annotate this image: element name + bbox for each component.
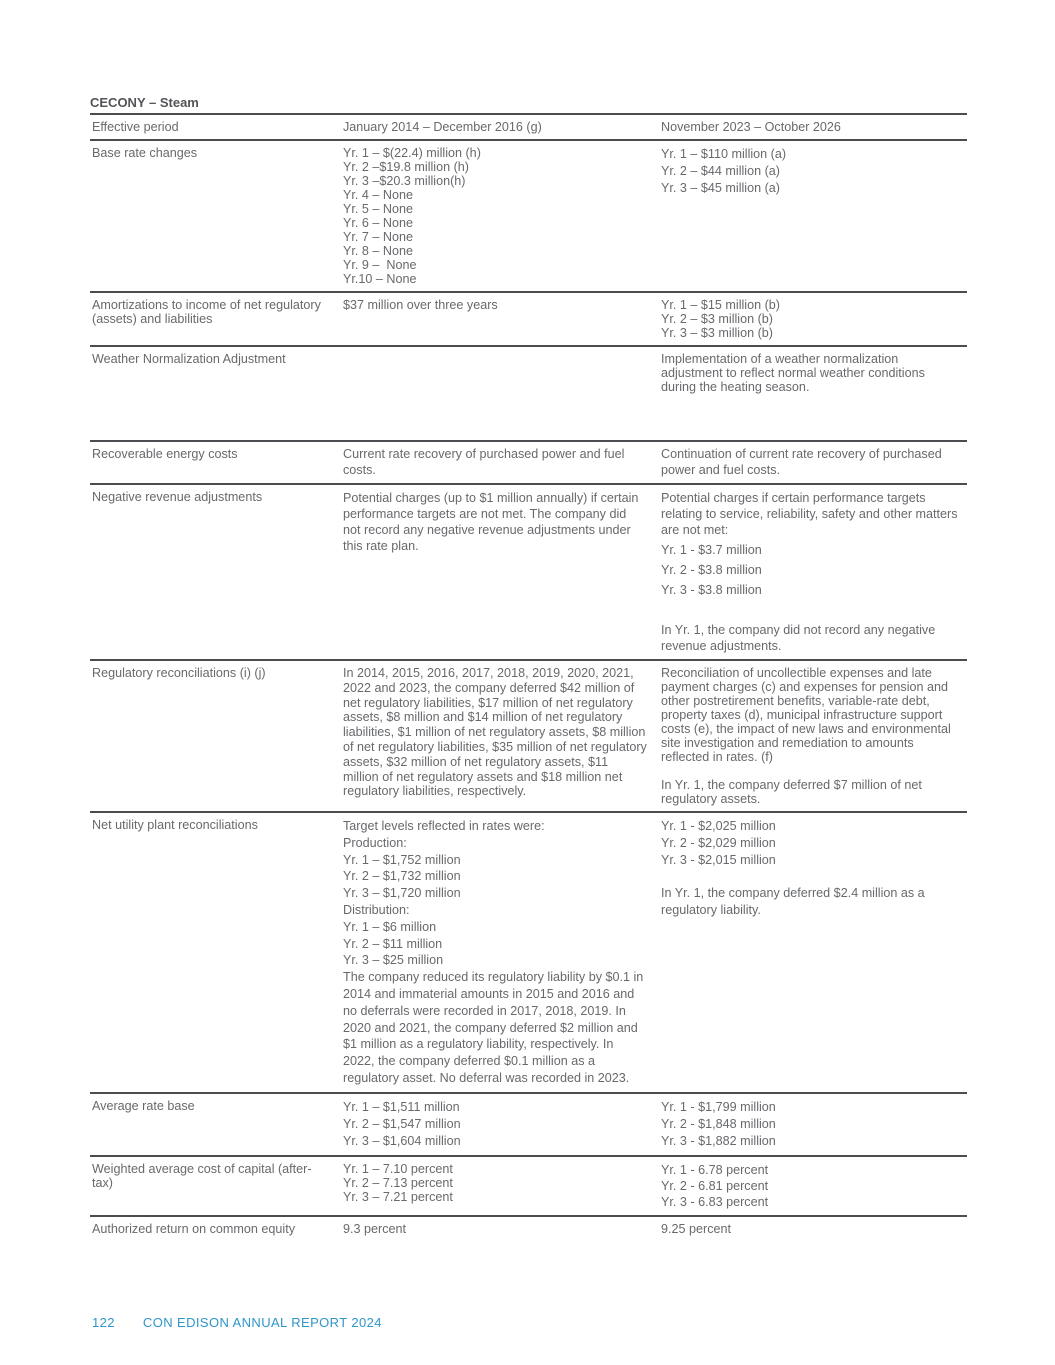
period-1-cell [343,141,661,291]
table-row-authorized-return-on-common-equity [90,1217,967,1243]
cell-line: Yr. 2 – $3 million (b) [661,312,773,326]
cell-line: Reconciliation of uncollectible expenses and late payment charges (c) and expenses for pension and other postretirement benefits, variable-rate debt, property taxes (d), municipal infrastructure support costs (e), the impact of new laws and environmental site investigation and remediation to amounts reflected in rates. (f) [661,666,955,764]
cell-line: Weighted average cost of capital (after-tax) [92,1161,312,1190]
cell-line: Yr. 1 – $1,752 million [343,852,461,867]
row-label [90,293,343,345]
row-label [90,813,343,1092]
cell-line: Average rate base [92,1098,195,1113]
period-1-cell [343,485,661,659]
cell-line: Yr. 1 – $(22.4) million (h) [343,146,481,160]
cell-line: Yr. 3 – $3 million (b) [661,326,773,340]
header-period-1-label: January 2014 – December 2016 (g) [343,120,542,134]
period-1-cell [343,293,661,345]
cell-line: The company reduced its regulatory liability by $0.1 in 2014 and immaterial amounts in 2015 and 2016 and no deferrals were recorded in 2017, 2018, 2019. In 2020 and 2021, the company deferred $2 million and $1 million as a regulatory liability, respectively. In 2022, the company deferred $0.1 million as a regulatory asset. No deferral was recorded in 2023. [343,970,647,1085]
cell-line: Yr. 1 - $2,025 million [661,819,776,833]
header-period-2023-2026 [661,115,967,139]
cell-line: Yr. 3 - $2,015 million [661,852,776,867]
cell-line: Yr. 2 - $1,848 million [661,1116,776,1131]
cell-line: Potential charges if certain performance targets relating to service, reliability, safety and other matters are not met: [661,491,962,537]
page-footer [92,1315,382,1330]
cell-line: Yr. 2 - 6.81 percent [661,1178,769,1193]
cell-line: Yr. 1 - 6.78 percent [661,1162,769,1177]
cell-line: Yr. 2 – $1,547 million [343,1116,461,1131]
period-2-cell [661,1217,967,1243]
cell-line: Target levels reflected in rates were: [343,819,545,833]
period-1-cell [343,661,661,811]
row-label [90,485,343,659]
header-period-2014-2016 [343,115,661,139]
cell-line: Production: [343,835,407,850]
cell-line: Yr. 1 – $6 million [343,919,437,934]
cell-line: In Yr. 1, the company deferred $2.4 million as a regulatory liability. [661,886,929,917]
cell-line: In 2014, 2015, 2016, 2017, 2018, 2019, 2020, 2021, 2022 and 2023, the company deferred $42 million of net regulatory liabilities, $17 million of net regulatory assets, $8 million and $14 million of net regulatory liabilities, $1 million of net regulatory assets, $8 million of net regulatory liabilities, $35 million of net regulatory assets, $32 million of net regulatory assets, $11 million of net regulatory assets and $18 million net regulatory liabilities, respectively. [343,666,651,799]
period-2-cell [661,1094,967,1155]
row-label [90,1094,343,1155]
cell-line: Regulatory reconciliations (i) (j) [92,666,266,680]
cell-line: Yr. 3 - 6.83 percent [661,1194,769,1209]
cell-line: Yr. 1 – $110 million (a) [661,147,787,161]
cell-line: Yr. 3 – 7.21 percent [343,1189,453,1204]
cell-line: Distribution: [343,902,410,917]
cell-line: Yr. 2 – $1,732 million [343,869,461,884]
header-period-2-label: November 2023 – October 2026 [661,120,841,134]
report-title: CON EDISON ANNUAL REPORT 2024 [142,1315,382,1330]
cell-line: Yr. 3 – $25 million [343,953,444,968]
cell-line: In Yr. 1, the company deferred $7 million of net regulatory assets. [661,778,926,806]
cell-line: Yr. 3 - $3.8 million [661,583,762,597]
cell-line: Yr. 1 – $1,511 million [343,1099,460,1114]
cell-line: Yr. 2 - $3.8 million [661,563,762,577]
cell-line: Weather Normalization Adjustment [92,352,286,366]
header-effective-period [90,115,343,139]
cell-line: Amortizations to income of net regulatory (assets) and liabilities [92,298,325,326]
cell-line: Yr. 3 –$20.3 million(h) [343,174,466,188]
cell-line: Yr. 3 – $1,720 million [343,886,461,901]
cell-line: Potential charges (up to $1 million annually) if certain performance targets are not met. The company did not record any negative revenue adjustments under this rate plan. [343,491,642,553]
rate-plan-table [90,113,967,1243]
table-header-row [90,115,967,141]
cell-line: In Yr. 1, the company did not record any negative revenue adjustments. [661,623,939,653]
period-1-cell [343,442,661,483]
cell-line: Implementation of a weather normalization adjustment to reflect normal weather conditions during the heating season. [661,352,929,394]
table-row-weather-normalization-adjustment [90,347,967,442]
table-row-negative-revenue-adjustments [90,485,967,661]
period-2-cell [661,485,967,659]
period-2-cell [661,442,967,483]
row-label [90,347,343,440]
table-row-amortizations-to-income [90,293,967,347]
cell-line: Yr. 4 – None [343,188,414,202]
cell-line: Yr.10 – None [343,272,417,286]
cell-line: $37 million over three years [343,298,498,312]
cell-line: Yr. 6 – None [343,216,414,230]
table-row-net-utility-plant-reconciliations [90,813,967,1094]
period-1-cell [343,813,661,1092]
cell-spacer [661,602,963,618]
period-1-cell [343,1157,661,1215]
period-1-cell [343,1217,661,1243]
cell-line: Yr. 7 – None [343,230,414,244]
period-1-cell [343,347,661,440]
header-label: Effective period [92,120,179,134]
cell-line: Yr. 3 – $45 million (a) [661,181,780,195]
period-2-cell [661,661,967,811]
period-2-cell [661,813,967,1092]
cell-line: Yr. 2 –$19.8 million (h) [343,160,469,174]
cell-line: Recoverable energy costs [92,447,238,461]
cell-line: Yr. 1 – $15 million (b) [661,298,780,312]
cell-line: Authorized return on common equity [92,1221,296,1236]
cell-line: 9.25 percent [661,1221,732,1236]
cell-line: Yr. 2 – $44 million (a) [661,164,780,178]
cell-line: Yr. 2 – $11 million [343,936,443,951]
cell-line: Yr. 2 - $2,029 million [661,835,776,850]
table-title: CECONY – Steam [90,95,199,110]
cell-line: Base rate changes [92,146,198,160]
row-label [90,661,343,811]
period-1-cell [343,1094,661,1155]
row-label [90,1157,343,1215]
cell-line: Net utility plant reconciliations [92,818,258,832]
cell-line: Continuation of current rate recovery of purchased power and fuel costs. [661,447,946,477]
row-label [90,442,343,483]
cell-line: Yr. 2 – 7.13 percent [343,1175,453,1190]
period-2-cell [661,141,967,291]
table-row-weighted-average-cost-of-capital [90,1157,967,1217]
period-2-cell [661,293,967,345]
cell-spacer [661,764,963,778]
row-label [90,1217,343,1243]
table-row-average-rate-base [90,1094,967,1157]
cell-line: Yr. 9 – None [343,258,417,272]
cell-line: Yr. 1 - $3.7 million [661,543,762,557]
cell-line: Yr. 3 – $1,604 million [343,1133,461,1148]
table-row-recoverable-energy-costs [90,442,967,485]
row-label [90,141,343,291]
cell-line: Yr. 1 - $1,799 million [661,1099,776,1114]
page-number: 122 [92,1315,115,1330]
cell-line: Yr. 1 – 7.10 percent [343,1161,453,1176]
cell-line: Negative revenue adjustments [92,490,263,504]
table-row-regulatory-reconciliations [90,661,967,813]
table-row-base-rate-changes [90,141,967,293]
period-2-cell [661,1157,967,1215]
cell-spacer [661,868,963,885]
period-2-cell [661,347,967,440]
cell-line: 9.3 percent [343,1221,407,1236]
cell-line: Current rate recovery of purchased power and fuel costs. [343,447,628,477]
cell-line: Yr. 5 – None [343,202,414,216]
table-body [90,141,967,1243]
cell-line: Yr. 8 – None [343,244,414,258]
cell-line: Yr. 3 - $1,882 million [661,1133,776,1148]
